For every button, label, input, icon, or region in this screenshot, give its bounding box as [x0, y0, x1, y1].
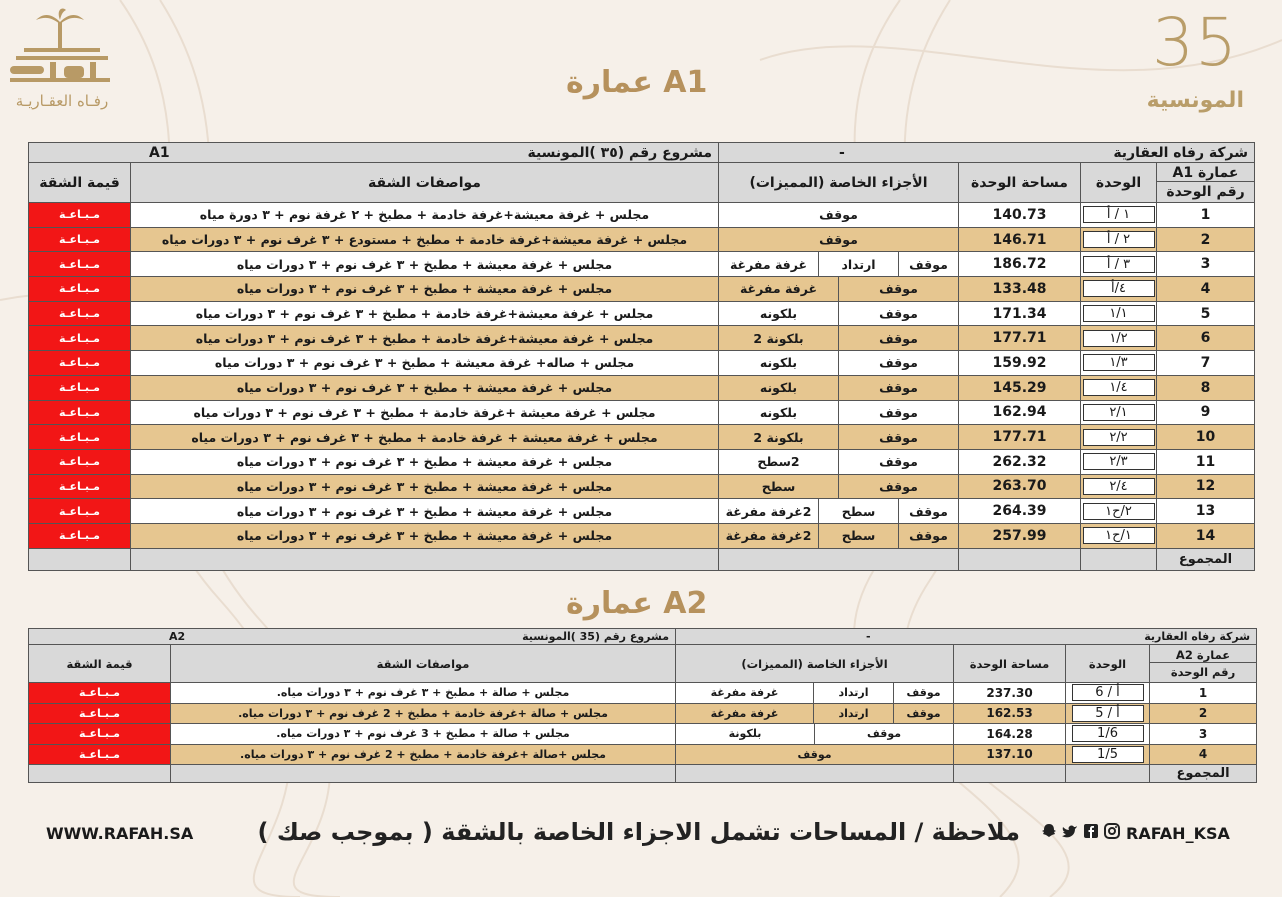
price-sold-badge: مـبـاعـة	[29, 474, 131, 499]
col-features: الأجزاء الخاصة (المميزات)	[676, 645, 954, 683]
unit-code-cell	[1081, 301, 1157, 326]
col-building: عمارة	[1197, 165, 1239, 181]
price-sold-badge: مـبـاعـة	[29, 724, 171, 745]
unit-code: ١/٢	[1083, 330, 1155, 347]
rafah-logo	[6, 8, 118, 112]
a1-bar-building: A1	[149, 144, 170, 161]
feature-item: موقف	[838, 302, 958, 326]
unit-area: 257.99	[959, 523, 1081, 548]
unit-description: مجلس + غرفة معيشة + مطبخ + ٣ غرف نوم + ٣ دورات مياه	[131, 449, 719, 474]
unit-description: مجلس + غرفة معيشة+غرفة خادمة + مطبخ + مستودع + ٣ غرف نوم + ٣ دورات مياه	[131, 227, 719, 252]
unit-code: ٢/١	[1083, 404, 1155, 421]
unit-number: 5	[1157, 301, 1255, 326]
unit-code-cell	[1081, 203, 1157, 228]
unit-number: 2	[1150, 703, 1257, 724]
feature-item: ارتداد	[813, 704, 893, 724]
unit-code: ٢ / أ	[1083, 231, 1155, 248]
feature-item: ارتداد	[818, 252, 898, 276]
unit-area: 159.92	[959, 351, 1081, 376]
unit-code: 5 / أ	[1072, 705, 1144, 722]
unit-area: 237.30	[954, 683, 1066, 704]
price-sold-badge: مـبـاعـة	[29, 252, 131, 277]
unit-code: ٢/٣	[1083, 453, 1155, 470]
unit-code: 1/5	[1072, 746, 1144, 763]
unit-features	[676, 703, 954, 724]
feature-item: بلكونه	[759, 355, 798, 371]
total-row	[29, 548, 1255, 570]
unit-code: ٣ / أ	[1083, 256, 1155, 273]
price-sold-badge: مـبـاعـة	[29, 351, 131, 376]
total-row	[29, 765, 1257, 783]
price-sold-badge: مـبـاعـة	[29, 326, 131, 351]
palm-logo-icon	[6, 8, 118, 92]
feature-item: موقف	[819, 232, 858, 248]
unit-code-cell	[1081, 523, 1157, 548]
facebook-icon[interactable]	[1082, 822, 1100, 840]
col-unit-no: رقم الوحدة	[1150, 662, 1257, 679]
unit-area: 133.48	[959, 277, 1081, 302]
total-empty-cell	[719, 548, 959, 570]
a2-bar-company: شركة رفاه العقارية	[1144, 630, 1251, 643]
a1-bar-dash: -	[839, 144, 845, 161]
project-number: 35	[1152, 4, 1238, 81]
price-sold-badge: مـبـاعـة	[29, 227, 131, 252]
unit-features	[719, 277, 959, 302]
unit-code: ١/١	[1083, 305, 1155, 322]
unit-area: 171.34	[959, 301, 1081, 326]
price-sold-badge: مـبـاعـة	[29, 375, 131, 400]
price-sold-badge: مـبـاعـة	[29, 683, 171, 704]
col-description: مواصفات الشقة	[171, 645, 676, 683]
feature-item: غرفة مفرغة	[739, 281, 818, 297]
unit-description: مجلس + غرفة معيشة + مطبخ + ٣ غرف نوم + ٣ دورات مياه	[131, 523, 719, 548]
unit-description: مجلس + غرفة معيشة + مطبخ + ٣ غرف نوم + ٣ دورات مياه	[131, 277, 719, 302]
unit-code-cell	[1081, 449, 1157, 474]
price-sold-badge: مـبـاعـة	[29, 499, 131, 524]
feature-item: موقف	[893, 704, 953, 724]
feature-item: سطح	[818, 499, 898, 523]
table-row	[29, 375, 1255, 400]
col-price: قيمة الشقة	[29, 163, 131, 203]
unit-number: 9	[1157, 400, 1255, 425]
social-icons	[1040, 822, 1121, 840]
price-sold-badge: مـبـاعـة	[29, 449, 131, 474]
unit-code: ١/ح١	[1083, 527, 1155, 544]
table-title-bar	[29, 143, 1255, 163]
table-row	[29, 425, 1255, 450]
unit-description: مجلس + غرفة معيشة + مطبخ + ٣ غرف نوم + ٣ دورات مياه	[131, 375, 719, 400]
unit-description: مجلس +صالة +غرفة خادمة + مطبخ + 2 غرف نوم + ٣ دورات مياه.	[171, 744, 676, 765]
unit-area: 145.29	[959, 375, 1081, 400]
social-handle[interactable]: RAFAH_KSA	[1126, 824, 1230, 843]
price-sold-badge: مـبـاعـة	[29, 400, 131, 425]
unit-area: 263.70	[959, 474, 1081, 499]
col-description: مواصفات الشقة	[131, 163, 719, 203]
total-empty-cell	[1066, 765, 1150, 783]
unit-description: مجلس + غرفة معيشة+غرفة خادمة + مطبخ + ٢ غرفة نوم + ٣ دورة مياه	[131, 203, 719, 228]
unit-number: 12	[1157, 474, 1255, 499]
a1-bar-company: شركة رفاه العقارية	[1113, 144, 1249, 161]
unit-description: مجلس + صالة + مطبخ + 3 غرف نوم + ٣ دورات مياه.	[171, 724, 676, 745]
feature-item: بلكونه	[759, 306, 798, 322]
unit-features	[719, 449, 959, 474]
a2-bar-dash: -	[866, 630, 871, 643]
snapchat-icon[interactable]	[1040, 822, 1058, 840]
table-header-row	[29, 163, 1255, 203]
col-building-code: A1	[1172, 165, 1194, 181]
unit-number: 6	[1157, 326, 1255, 351]
table-row	[29, 252, 1255, 277]
feature-item: موقف	[838, 401, 958, 425]
logo-text: رفـاه العقـاريـة	[15, 92, 109, 110]
unit-code: 1/6	[1072, 725, 1144, 742]
unit-features	[719, 203, 959, 228]
col-area: مساحة الوحدة	[959, 163, 1081, 203]
unit-area: 177.71	[959, 326, 1081, 351]
unit-area: 164.28	[954, 724, 1066, 745]
unit-code-cell	[1081, 351, 1157, 376]
website-link[interactable]: WWW.RAFAH.SA	[46, 824, 194, 843]
feature-item: سطح	[761, 478, 796, 494]
table-row	[29, 400, 1255, 425]
col-unit-no: رقم الوحدة	[1157, 181, 1255, 200]
unit-description: مجلس + صالة +غرفة خادمة + مطبخ + 2 غرف نوم + ٣ دورات مياه.	[171, 703, 676, 724]
unit-features	[719, 227, 959, 252]
col-building-code: A2	[1175, 648, 1193, 662]
unit-code-cell	[1081, 499, 1157, 524]
unit-code-cell	[1081, 474, 1157, 499]
unit-features	[719, 252, 959, 277]
unit-area: 262.32	[959, 449, 1081, 474]
unit-code: ١/٤	[1083, 379, 1155, 396]
unit-code-cell	[1081, 375, 1157, 400]
footer-note: ملاحظة / المساحات تشمل الاجزاء الخاصة بالشقة ( بموجب صك )	[257, 818, 1020, 846]
col-building-unit-no	[1150, 645, 1257, 683]
feature-item: موقف	[838, 376, 958, 400]
unit-code-cell	[1081, 326, 1157, 351]
unit-number: 1	[1150, 683, 1257, 704]
table-header-row	[29, 645, 1257, 683]
feature-item: غرفة مفرغة	[710, 706, 779, 720]
unit-area: 140.73	[959, 203, 1081, 228]
table-row	[29, 683, 1257, 704]
unit-code-cell	[1081, 400, 1157, 425]
feature-item: غرفة مفرغة	[710, 686, 779, 700]
unit-description: مجلس + غرفة معيشة+غرفة خادمة + مطبخ + ٣ غرف نوم + ٣ دورات مياه	[131, 301, 719, 326]
feature-item: بلكونة 2	[753, 429, 804, 445]
unit-description: مجلس + غرفة معيشة + مطبخ + ٣ غرف نوم + ٣ دورات مياه	[131, 474, 719, 499]
feature-item: موقف	[898, 252, 958, 276]
col-unit: الوحدة	[1081, 163, 1157, 203]
total-empty-cell	[171, 765, 676, 783]
unit-description: مجلس + غرفة معيشة +غرفة خادمة + مطبخ + ٣ غرف نوم + ٣ دورات مياه	[131, 400, 719, 425]
unit-number: 7	[1157, 351, 1255, 376]
total-empty-cell	[676, 765, 954, 783]
total-empty-cell	[29, 548, 131, 570]
unit-number: 1	[1157, 203, 1255, 228]
feature-item: موقف	[838, 450, 958, 474]
table-row	[29, 499, 1255, 524]
unit-number: 13	[1157, 499, 1255, 524]
unit-code: ١ / أ	[1083, 206, 1155, 223]
unit-number: 8	[1157, 375, 1255, 400]
total-empty-cell	[131, 548, 719, 570]
price-sold-badge: مـبـاعـة	[29, 425, 131, 450]
feature-item: 2سطح	[757, 454, 800, 470]
feature-item: موقف	[797, 747, 832, 761]
table-row	[29, 523, 1255, 548]
price-sold-badge: مـبـاعـة	[29, 744, 171, 765]
unit-number: 3	[1150, 724, 1257, 745]
feature-item: موقف	[898, 499, 958, 523]
feature-item: موقف	[838, 277, 958, 301]
unit-code-cell	[1066, 744, 1150, 765]
unit-code: ٤/أ	[1083, 280, 1155, 297]
table-row	[29, 203, 1255, 228]
unit-code-cell	[1066, 703, 1150, 724]
unit-area: 177.71	[959, 425, 1081, 450]
unit-code-cell	[1081, 425, 1157, 450]
feature-item: موقف	[838, 475, 958, 499]
unit-number: 10	[1157, 425, 1255, 450]
unit-features	[719, 400, 959, 425]
price-sold-badge: مـبـاعـة	[29, 277, 131, 302]
col-area: مساحة الوحدة	[954, 645, 1066, 683]
col-price: قيمة الشقة	[29, 645, 171, 683]
table-row	[29, 227, 1255, 252]
unit-area: 137.10	[954, 744, 1066, 765]
unit-code: ٢/ح١	[1083, 503, 1155, 520]
table-row	[29, 474, 1255, 499]
table-title-bar	[29, 629, 1257, 645]
price-sold-badge: مـبـاعـة	[29, 523, 131, 548]
unit-number: 4	[1157, 277, 1255, 302]
feature-item: بلكونه	[759, 380, 798, 396]
feature-item: موقف	[838, 326, 958, 350]
col-unit: الوحدة	[1066, 645, 1150, 683]
unit-area: 162.94	[959, 400, 1081, 425]
total-empty-cell	[1081, 548, 1157, 570]
col-building: عمارة	[1196, 648, 1231, 662]
table-row	[29, 724, 1257, 745]
unit-features	[676, 744, 954, 765]
unit-features	[719, 326, 959, 351]
feature-item: 2غرفة مفرغة	[725, 503, 812, 519]
col-features: الأجزاء الخاصة (المميزات)	[719, 163, 959, 203]
unit-description: مجلس + صاله+ غرفة معيشة + مطبخ + ٣ غرف نوم + ٣ دورات مياه	[131, 351, 719, 376]
total-label: المجموع	[1157, 548, 1255, 570]
unit-code: ٢/٤	[1083, 478, 1155, 495]
building-a2-title: عمارة A2	[566, 586, 708, 621]
unit-number: 4	[1150, 744, 1257, 765]
twitter-icon[interactable]	[1061, 822, 1079, 840]
unit-code-cell	[1081, 277, 1157, 302]
unit-code: 6 / أ	[1072, 684, 1144, 701]
feature-item: موقف	[838, 425, 958, 449]
unit-features	[719, 499, 959, 524]
price-sold-badge: مـبـاعـة	[29, 703, 171, 724]
feature-item: موقف	[898, 524, 958, 548]
table-row	[29, 703, 1257, 724]
table-row	[29, 301, 1255, 326]
unit-description: مجلس + غرفة معيشة + مطبخ + ٣ غرف نوم + ٣ دورات مياه	[131, 499, 719, 524]
table-row	[29, 449, 1255, 474]
total-empty-cell	[29, 765, 171, 783]
unit-features	[719, 301, 959, 326]
building-a2-table	[28, 628, 1257, 783]
total-empty-cell	[959, 548, 1081, 570]
a2-bar-project: مشروع رقم (35 )المونسية	[522, 630, 670, 643]
unit-area: 146.71	[959, 227, 1081, 252]
price-sold-badge: مـبـاعـة	[29, 301, 131, 326]
unit-code: ١/٣	[1083, 354, 1155, 371]
feature-item: ارتداد	[813, 683, 893, 703]
instagram-icon[interactable]	[1103, 822, 1121, 840]
feature-item: 2غرفة مفرغة	[725, 528, 812, 544]
building-a1-table	[28, 142, 1255, 571]
table-row	[29, 351, 1255, 376]
unit-area: 264.39	[959, 499, 1081, 524]
unit-number: 14	[1157, 523, 1255, 548]
col-building-unit-no	[1157, 163, 1255, 203]
unit-number: 11	[1157, 449, 1255, 474]
total-label: المجموع	[1150, 765, 1257, 783]
unit-features	[719, 351, 959, 376]
unit-description: مجلس + صالة + مطبخ + ٣ غرف نوم + ٣ دورات مياه.	[171, 683, 676, 704]
feature-item: موقف	[814, 724, 953, 744]
feature-item: بلكونة 2	[753, 330, 804, 346]
unit-code-cell	[1066, 724, 1150, 745]
unit-description: مجلس + غرفة معيشة + مطبخ + ٣ غرف نوم + ٣ دورات مياه	[131, 252, 719, 277]
unit-features	[676, 683, 954, 704]
unit-code-cell	[1081, 227, 1157, 252]
unit-features	[719, 474, 959, 499]
unit-number: 2	[1157, 227, 1255, 252]
unit-description: مجلس + غرفة معيشة+غرفة خادمة + مطبخ + ٣ غرف نوم + ٣ دورات مياه	[131, 326, 719, 351]
table-row	[29, 326, 1255, 351]
unit-code-cell	[1066, 683, 1150, 704]
unit-code-cell	[1081, 252, 1157, 277]
total-empty-cell	[954, 765, 1066, 783]
unit-code: ٢/٢	[1083, 429, 1155, 446]
unit-area: 186.72	[959, 252, 1081, 277]
feature-item: بلكونة	[728, 727, 762, 741]
price-sold-badge: مـبـاعـة	[29, 203, 131, 228]
unit-features	[719, 425, 959, 450]
unit-area: 162.53	[954, 703, 1066, 724]
table-row	[29, 277, 1255, 302]
unit-number: 3	[1157, 252, 1255, 277]
feature-item: موقف	[819, 207, 858, 223]
feature-item: سطح	[818, 524, 898, 548]
feature-item: بلكونه	[759, 404, 798, 420]
unit-features	[676, 724, 954, 745]
feature-item: غرفة مفرغة	[729, 256, 808, 272]
unit-features	[719, 375, 959, 400]
building-a1-title: عمارة A1	[566, 65, 708, 100]
unit-features	[719, 523, 959, 548]
a2-bar-building: A2	[169, 630, 186, 643]
a1-bar-project: مشروع رقم (٣٥ )المونسية	[527, 144, 712, 161]
project-name: المونسية	[1146, 88, 1244, 113]
table-row	[29, 744, 1257, 765]
feature-item: موقف	[838, 351, 958, 375]
feature-item: موقف	[893, 683, 953, 703]
unit-description: مجلس + غرفة معيشة + غرفة خادمة + مطبخ + ٣ غرف نوم + ٣ دورات مياه	[131, 425, 719, 450]
